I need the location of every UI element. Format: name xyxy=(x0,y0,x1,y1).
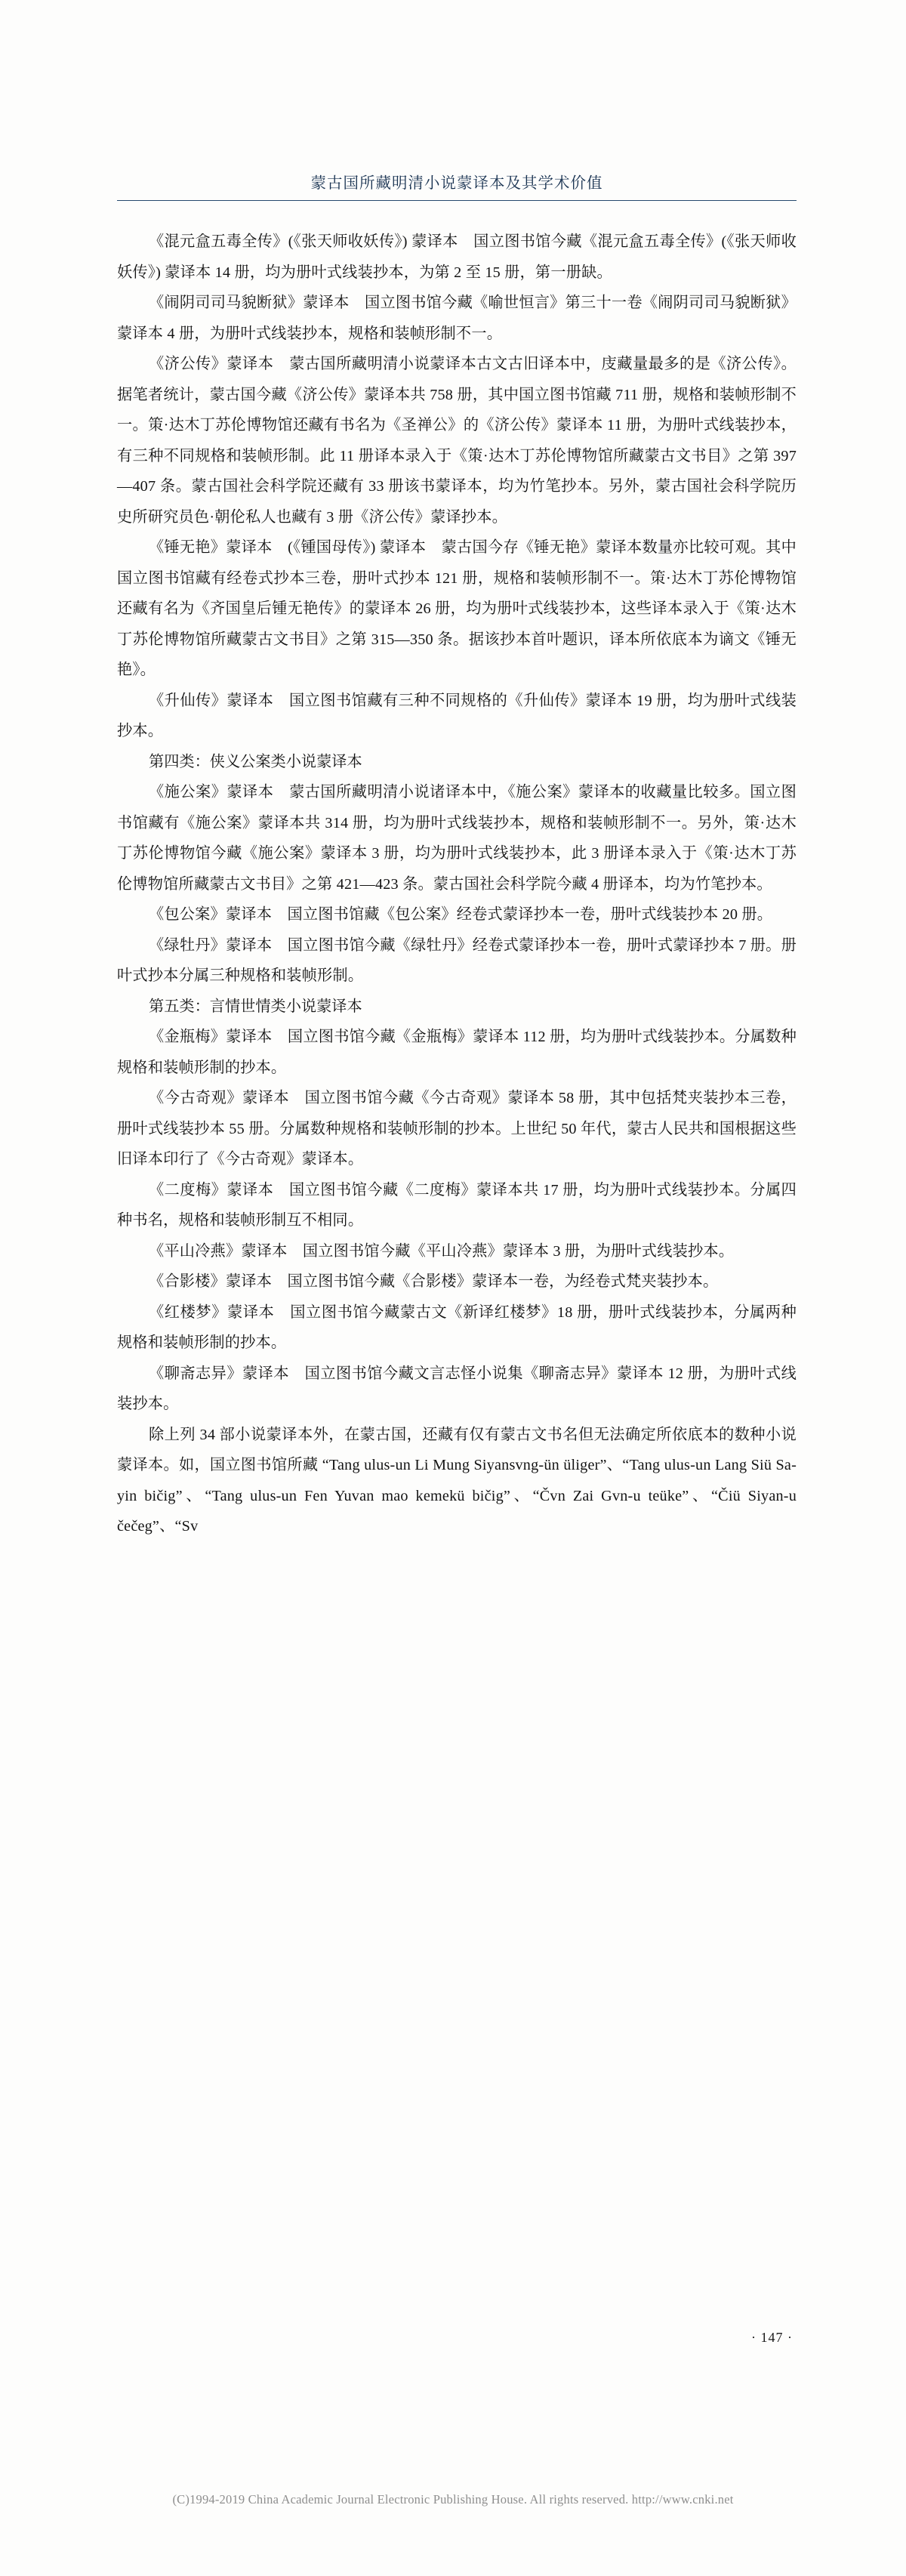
section-heading: 第四类：侠义公案类小说蒙译本 xyxy=(149,753,362,770)
header-divider xyxy=(117,200,797,201)
paragraph: 《聊斋志异》蒙译本 国立图书馆今藏文言志怪小说集《聊斋志异》蒙译本 12 册，为册叶式线装抄本。 xyxy=(117,1365,797,1412)
page-number: · 147 · xyxy=(751,2330,793,2345)
paragraph: 除上列 34 部小说蒙译本外，在蒙古国，还藏有仅有蒙古文书名但无法确定所依底本的数种小说蒙译本。如，国立图书馆所藏 “Tang ulus-un Li Mung Siyansvng-ün üliger”、“Tang ulus-un Lang Siü Sa-yin bičig”、“Tang ulus-un Fen Yuvan mao kemekü bičig”、“Čvn Zai Gvn-u teüke”、“Čiü Siyan-u čečeg”、“Sv xyxy=(117,1426,797,1535)
paragraph: 《合影楼》蒙译本 国立图书馆今藏《合影楼》蒙译本一卷，为经卷式梵夹装抄本。 xyxy=(149,1273,719,1290)
section-heading: 第五类：言情世情类小说蒙译本 xyxy=(149,998,362,1015)
paragraph: 《金瓶梅》蒙译本 国立图书馆今藏《金瓶梅》蒙译本 112 册，均为册叶式线装抄本。分属数种规格和装帧形制的抄本。 xyxy=(117,1029,797,1076)
paragraph: 《包公案》蒙译本 国立图书馆藏《包公案》经卷式蒙译抄本一卷，册叶式线装抄本 20 册。 xyxy=(149,906,773,923)
paragraph: 《二度梅》蒙译本 国立图书馆今藏《二度梅》蒙译本共 17 册，均为册叶式线装抄本。分属四种书名，规格和装帧形制互不相同。 xyxy=(117,1181,797,1229)
copyright-footer: (C)1994-2019 China Academic Journal Electronic Publishing House. All rights reserved. http://www.cnki.net xyxy=(172,2492,734,2507)
paragraph: 《升仙传》蒙译本 国立图书馆藏有三种不同规格的《升仙传》蒙译本 19 册，均为册叶式线装抄本。 xyxy=(117,692,797,739)
paragraph: 《闹阴司司马貌断狱》蒙译本 国立图书馆今藏《喻世恒言》第三十一卷《闹阴司司马貌断狱》蒙译本 4 册，为册叶式线装抄本，规格和装帧形制不一。 xyxy=(117,295,797,342)
page-content xyxy=(117,170,797,1542)
paragraph: 《红楼梦》蒙译本 国立图书馆今藏蒙古文《新译红楼梦》18 册，册叶式线装抄本，分属两种规格和装帧形制的抄本。 xyxy=(117,1303,797,1351)
running-head: 蒙古国所藏明清小说蒙译本及其学术价值 xyxy=(310,175,603,192)
paragraph: 《施公案》蒙译本 蒙古国所藏明清小说诸译本中，《施公案》蒙译本的收藏量比较多。国立图书馆藏有《施公案》蒙译本共 314 册，均为册叶式线装抄本，规格和装帧形制不一。另外，策·达木丁苏伦博物馆今藏《施公案》蒙译本 3 册，均为册叶式线装抄本，此 3 册译本录入于《策·达木丁苏伦博物馆所藏蒙古文书目》之第 421—423 条。蒙古国社会科学院今藏 4 册译本，均为竹笔抄本。 xyxy=(117,784,797,893)
paragraph: 《锤无艳》蒙译本 (《锺国母传》) 蒙译本 蒙古国今存《锤无艳》蒙译本数量亦比较可观。其中国立图书馆藏有经卷式抄本三卷，册叶式抄本 121 册，规格和装帧形制不一。策·达木丁苏伦博物馆还藏有名为《齐国皇后锺无艳传》的蒙译本 26 册，均为册叶式线装抄本，这些译本录入于《策·达木丁苏伦博物馆所藏蒙古文书目》之第 315—350 条。据该抄本首叶题识，译本所依底本为谪文《锤无艳》。 xyxy=(117,539,797,678)
paragraph: 《平山冷燕》蒙译本 国立图书馆今藏《平山冷燕》蒙译本 3 册，为册叶式线装抄本。 xyxy=(149,1242,735,1260)
paragraph: 《济公传》蒙译本 蒙古国所藏明清小说蒙译本古文古旧译本中，庋藏量最多的是《济公传》。据笔者统计，蒙古国今藏《济公传》蒙译本共 758 册，其中国立图书馆藏 711 册，规格和装帧形制不一。策·达木丁苏伦博物馆还藏有书名为《圣禅公》的《济公传》蒙译本 11 册，为册叶式线装抄本，有三种不同规格和装帧形制。此 11 册译本录入于《策·达木丁苏伦博物馆所藏蒙古文书目》之第 397—407 条。蒙古国社会科学院还藏有 33 册该书蒙译本，均为竹笔抄本。另外，蒙古国社会科学院历史所研究员色·朝伦私人也藏有 3 册《济公传》蒙译抄本。 xyxy=(117,356,797,526)
paragraph: 《混元盒五毒全传》(《张天师收妖传》) 蒙译本 国立图书馆今藏《混元盒五毒全传》(《张天师收妖传》) 蒙译本 14 册，均为册叶式线装抄本，为第 2 至 15 册，第一册缺。 xyxy=(117,233,797,281)
paragraph: 《今古奇观》蒙译本 国立图书馆今藏《今古奇观》蒙译本 58 册，其中包括梵夹装抄本三卷，册叶式线装抄本 55 册。分属数种规格和装帧形制的抄本。上世纪 50 年代，蒙古人民共和国根据这些旧译本印行了《今古奇观》蒙译本。 xyxy=(117,1090,797,1168)
paragraph: 《绿牡丹》蒙译本 国立图书馆今藏《绿牡丹》经卷式蒙译抄本一卷，册叶式蒙译抄本 7 册。册叶式抄本分属三种规格和装帧形制。 xyxy=(117,936,797,984)
